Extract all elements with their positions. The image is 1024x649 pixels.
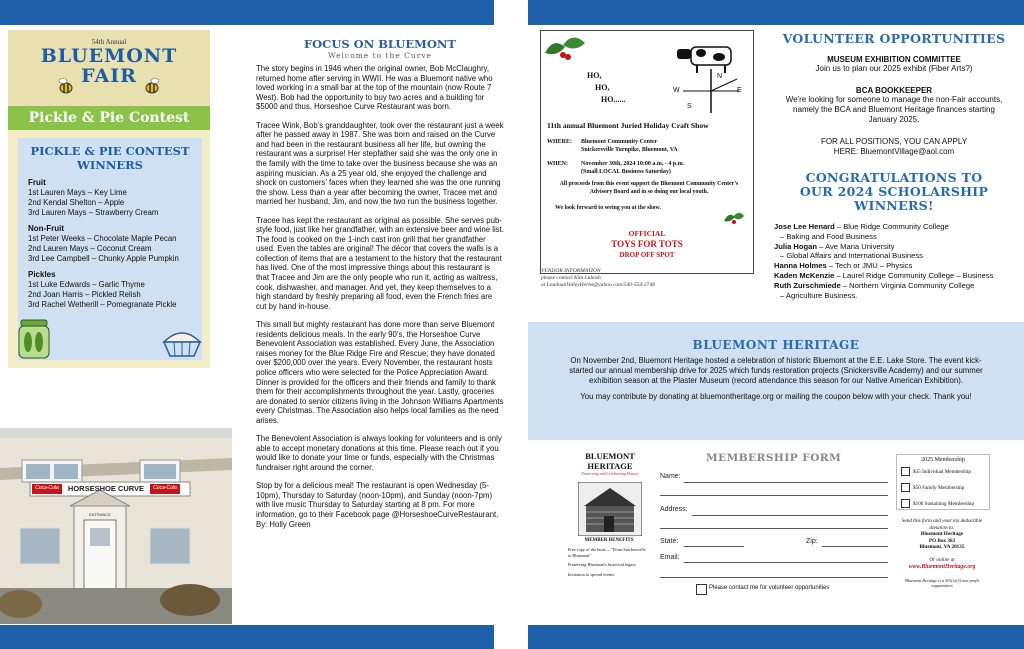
vendor-line1: VENDOR INFORMATION <box>541 268 601 274</box>
article-subtitle: Welcome to the Curve <box>328 51 432 60</box>
flyer-forward: We look forward to seeing you at the show. <box>555 205 661 211</box>
winner-line: 3rd Lee Campbell – Chunky Apple Pumpkin <box>28 254 179 263</box>
membership-option[interactable] <box>901 499 989 508</box>
name-label: Name: <box>660 473 681 480</box>
heritage-paragraph: On November 2nd, Bluemont Heritage hosted a celebration of historic Bluemont at the E.E. Lake Store. The event kick-started our annual membership drive for 2025 which funds restoration projects (Snickersville Academy) and our summer exhibition season at the Plaster Museum (record attendance this season for our Native American Exhibition). <box>569 356 983 385</box>
pickle-jar-icon <box>16 318 52 360</box>
entrance-sign: ENTRANCE <box>88 512 111 517</box>
restaurant-illustration <box>0 428 232 624</box>
article-paragraph: Tracee has kept the restaurant as original as possible. She serves pub-style food, just like her grandfather, with an extensive beer and wine list. The food is cooked on the 1-inch cast iron grill that her grandfather used. Even the tables are original! The décor that covers the walls is a collection of items that are a testament to the history that the restaurant has lived. One of the most impressive things about this restaurant is that Tracee and Jim are the only people who run it, acting as waitress, cook, dishwasher, and manager. And yet, they keep themselves to a high standard by freshly preparing all food, even the French fries are cut by hand in-house. <box>256 215 504 311</box>
volunteer-checkbox-label: Please contact me for volunteer opportunities <box>709 585 830 591</box>
heritage-url[interactable]: www.BluemontHeritage.org <box>908 563 976 570</box>
bookkeeper-text: We're looking for someone to manage the non-Fair accounts, namely the BCA and Bluemont Heritage finances starting January 2025. <box>785 95 1003 124</box>
mailing-info <box>896 518 988 588</box>
state-label: State: <box>660 538 679 545</box>
committee-text: Join us to plan our 2025 exhibit (Fiber Arts?) <box>815 64 973 73</box>
vendor-line3: at LoudounValleyHerbs@yahoo.com/540-554-2748 <box>541 282 655 288</box>
coca-cola-sign: Coca-Cola <box>35 485 59 491</box>
heritage-title: BLUEMONT HERITAGE <box>692 338 860 352</box>
benefit-item: Preserving Bluemont's historical legacy <box>568 562 637 568</box>
pie-icon <box>160 328 204 360</box>
address-field[interactable] <box>692 515 888 516</box>
logo-tagline: Preserving and Celebrating History <box>581 471 639 476</box>
vendor-info <box>541 268 753 289</box>
top-bar-left <box>0 0 494 25</box>
bottom-bar-left <box>0 625 494 649</box>
ho-line: HO, <box>595 83 610 92</box>
article-paragraph: The Benevolent Association is always looking for volunteers and is only able to accept monetary donations at this time. Please reach out if you would like to donate your time or funds, especially with the Christmas fundraiser right around the corner. <box>256 434 502 472</box>
winner-detail2: – Agriculture Business. <box>780 290 858 300</box>
apply-line2: HERE: BluemontVillage@aol.com <box>833 147 955 156</box>
benefits-title: MEMBER BENEFITS <box>584 538 634 543</box>
toys-line3: DROP OFF SPOT <box>619 251 675 259</box>
flyer-title: 11th annual Bluemont Juried Holiday Craft Show <box>547 121 709 130</box>
category-fruit: Fruit <box>28 178 46 187</box>
category-pickles: Pickles <box>28 270 56 279</box>
article-paragraph: This small but mighty restaurant has done more than serve Bluemont residents delicious meals. In the early 90’s, the Horseshoe Curve Benevolent Association was established. Every June, the Association raises money for the Blue Ridge Fire and Rescue; they have donated over $200,000 over the years. Every November, the restaurant hosts police officers who were selected for the Police Appreciation Award. Dinner is provided for the officers and their friends and family to thank them for their accomplishments throughout the year. Lastly, groceries are donated to senior citizens living in the Johnson Williams Apartments every Christmas. The Association also helps local families as the need arises. <box>256 320 504 425</box>
option-checkbox[interactable] <box>901 467 910 476</box>
winner-line: 2nd Lauren Mays – Coconut Cream <box>28 244 152 253</box>
membership-option[interactable] <box>901 483 989 492</box>
pickle-pie-panel <box>8 30 210 368</box>
focus-article <box>256 38 504 538</box>
state-field[interactable] <box>684 546 744 547</box>
where-label: WHERE: <box>547 139 573 145</box>
winner-detail: – Tech or JMU – Physics <box>826 261 913 271</box>
membership-form-title: MEMBERSHIP FORM <box>706 452 842 464</box>
scholarship-list <box>774 222 1024 300</box>
scholarship-winner <box>774 281 1024 291</box>
winner-line: 1st Peter Weeks – Chocolate Maple Pecan <box>28 234 177 243</box>
scholarship-winner <box>774 242 1024 252</box>
email-field-line2[interactable] <box>660 577 888 578</box>
compass-s: S <box>687 103 692 110</box>
heritage-paragraph: You may contribute by donating at bluemontheritage.org or mailing the coupon below with your check. Thank you! <box>580 392 972 402</box>
membership-options-box <box>896 454 990 510</box>
bee-icon <box>142 78 162 96</box>
logo-line2: HERITAGE <box>587 460 633 471</box>
email-label: Email: <box>660 554 680 561</box>
benefit-item: Invitation to special events <box>568 571 615 577</box>
cow-weathervane-icon <box>667 39 751 115</box>
volunteer-section <box>772 32 1016 213</box>
name-field[interactable] <box>684 482 888 483</box>
when-line1: November 30th, 2024 10:00 a.m. - 4 p.m. <box>581 161 685 167</box>
option-label: $35 Individual Membership <box>913 468 971 475</box>
address-line: Bluemont Heritage <box>920 531 964 538</box>
benefit-item: Free copy of the book— "From Snickersville to Bluemont" <box>568 547 646 558</box>
winner-line: 3rd Lauren Mays – Strawberry Cream <box>28 208 159 217</box>
winner-detail: – Ave Maria University <box>817 241 895 251</box>
toys-line2: TOYS FOR TOTS <box>611 239 683 249</box>
article-paragraph: The story begins in 1946 when the original owner, Bob McClaughry, returned home after serving in WWII. He was a Bluemont native who loved working in a small bar at the top of the mountain (now Route 7 West). Bob had the opportunity to buy two acres and a building for $5000 and thus, Horseshoe Curve Restaurant was born. <box>256 64 493 112</box>
apply-line1: FOR ALL POSITIONS, YOU CAN APPLY <box>820 137 968 146</box>
winner-line: 2nd Joan Harris – Pickled Relish <box>28 290 141 299</box>
winner-detail2: – Global Affairs and International Business <box>780 251 923 261</box>
winner-line: 1st Lauren Mays – Key Lime <box>28 188 127 197</box>
send-text: Send this form and your tax deductible donation to: <box>901 518 983 531</box>
compass-e: E <box>737 87 742 94</box>
category-non-fruit: Non-Fruit <box>28 224 64 233</box>
winner-detail: – Northern Virginia Community College <box>840 280 975 290</box>
compass-n: N <box>717 73 723 80</box>
membership-coupon <box>566 446 996 616</box>
log-cabin-icon <box>578 482 642 536</box>
option-label: $100 Sustaining Membership <box>913 500 975 507</box>
winners-title-line1: PICKLE & PIE CONTEST <box>30 144 190 158</box>
logo-line1: BLUEMONT <box>585 451 635 461</box>
ho-line: HO, <box>587 71 602 80</box>
winner-name: Hanna Holmes <box>774 261 827 271</box>
scholarship-title-line1: CONGRATULATIONS TO <box>805 170 983 185</box>
benefits-list <box>568 547 650 577</box>
committee-heading: MUSEUM EXHIBITION COMMITTEE <box>827 55 961 64</box>
name-field-line2[interactable] <box>660 495 888 496</box>
zip-label: Zip: <box>806 538 818 545</box>
toys-line1: OFFICIAL <box>628 229 666 238</box>
address-field-line2[interactable] <box>660 528 888 529</box>
craft-show-flyer <box>540 30 754 274</box>
fair-title-line2: FAIR <box>81 65 137 87</box>
winner-line: 1st Luke Edwards – Garlic Thyme <box>28 280 145 289</box>
winner-line: 2nd Kendal Shelton – Apple <box>28 198 125 207</box>
article-paragraph: Stop by for a delicious meal! The restaurant is open Wednesday (5-10pm), Thursday to Saturday (noon-10pm), and Sunday (noon-7pm) with live music Thursday to Saturday starting at 8 pm. For more information, go to their Facebook page @HorseshoeCurveRestaurant. By: Holly Green <box>256 481 499 529</box>
option-checkbox[interactable] <box>901 483 910 492</box>
email-field[interactable] <box>684 562 888 563</box>
scholarship-winner <box>774 222 1024 232</box>
article-paragraph: Tracee Wink, Bob’s granddaughter, took over the restaurant just a week after he passed away in 1987. She was born and raised on the Curve and had been in the restaurant business all her life, but owning the restaurant was a surprise! Her stepfather said she was the only one in the family with the time to take over the business because she was an aspiring musician. As a 25 year old, she enjoyed the challenge and shock on customers’ faces when they learned she was the one running the show. Less than a year after becoming the owner, Tracee met and married her husband, Jim, and now the two run the business together. <box>256 120 504 207</box>
address-label: Address: <box>660 506 688 513</box>
option-checkbox[interactable] <box>901 499 910 508</box>
coca-cola-sign: Coca-Cola <box>153 485 177 491</box>
winner-detail2: – Baking and Food Business <box>780 231 877 241</box>
bee-icon <box>56 78 76 96</box>
pickle-pie-banner: Pickle & Pie Contest <box>8 106 210 130</box>
winner-name: Kaden McKenzie <box>774 270 835 280</box>
winner-name: Ruth Zurschmiede <box>774 280 841 290</box>
volunteer-title: VOLUNTEER OPPORTUNITIES <box>782 31 1006 46</box>
options-title: 2025 Membership <box>921 457 965 463</box>
address-line: Bluemont, VA 20135 <box>919 544 965 551</box>
heritage-section <box>528 322 1024 440</box>
online-text: Or online at <box>929 556 955 563</box>
vendor-line2: please contact Kim Lubash <box>541 275 601 281</box>
flyer-proceeds: All proceeds from this event support the Bluemont Community Center’s Advisory Board and in so doing our local youth. <box>559 181 739 195</box>
zip-field[interactable] <box>822 546 888 547</box>
nonprofit-note: Bluemont Heritage is a 501(c)(3) non-profit organization <box>905 578 979 589</box>
where-line2: Snickersville Turnpike, Bluemont, VA <box>581 147 678 153</box>
scholarship-winner <box>774 261 1024 271</box>
winner-name: Julia Hogan <box>774 241 818 251</box>
winner-line: 3rd Rachel Wetherill – Pomegranate Pickle <box>28 300 177 309</box>
fair-title-line1: BLUEMONT <box>40 45 178 67</box>
ho-line: HO...... <box>601 95 626 104</box>
fair-annual: 54th Annual <box>91 38 127 46</box>
winner-name: Jose Lee Henard <box>774 222 835 231</box>
option-label: $50 Family Membership <box>913 484 965 491</box>
when-line2: (Small LOCAL Business Saturday) <box>581 169 671 175</box>
winners-title-line2: WINNERS <box>77 158 143 172</box>
bookkeeper-heading: BCA BOOKKEEPER <box>855 86 933 95</box>
winner-detail: – Laurel Ridge Community College – Business <box>834 270 994 280</box>
compass-w: W <box>673 87 680 94</box>
restaurant-sign: HORSESHOE CURVE <box>67 484 145 493</box>
heritage-logo <box>574 452 646 476</box>
when-label: WHEN: <box>547 161 568 167</box>
holly-icon <box>723 209 745 229</box>
horseshoe-curve-photo <box>0 428 232 624</box>
holly-icon <box>543 33 587 71</box>
article-title: FOCUS ON BLUEMONT <box>304 37 456 51</box>
scholarship-winner <box>774 271 1024 281</box>
where-line1: Bluemont Community Center <box>581 139 658 145</box>
winner-detail: – Blue Ridge Community College <box>834 222 949 231</box>
bottom-bar-right <box>528 625 1024 649</box>
address-line: PO Box 362 <box>928 537 956 544</box>
membership-option[interactable] <box>901 467 989 476</box>
fair-logo <box>8 30 210 130</box>
top-bar-right <box>528 0 1024 25</box>
scholarship-title-line2: OUR 2024 SCHOLARSHIP WINNERS! <box>799 184 989 213</box>
volunteer-checkbox[interactable] <box>696 584 707 595</box>
